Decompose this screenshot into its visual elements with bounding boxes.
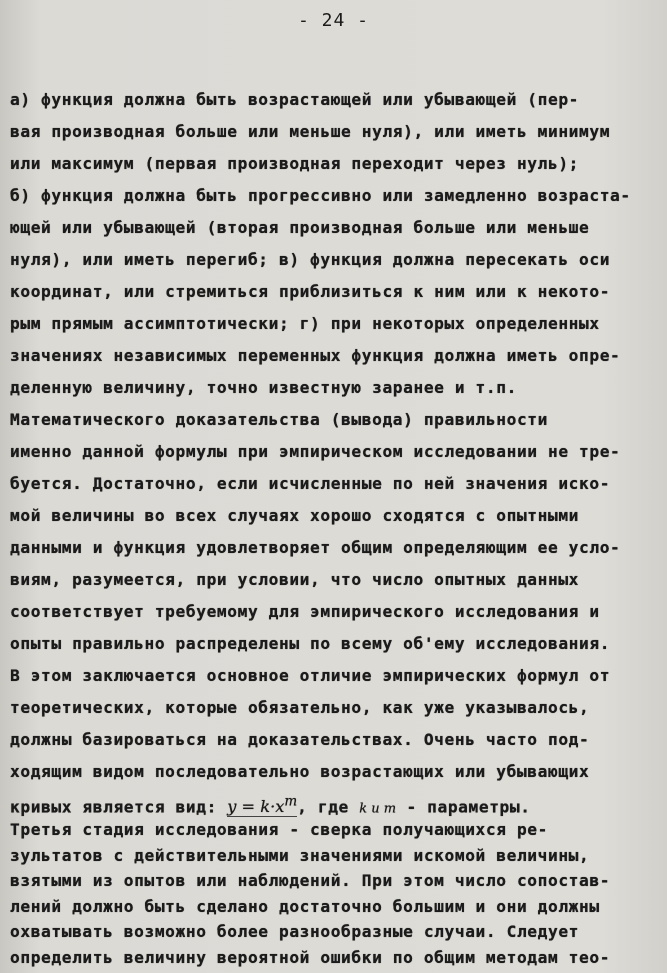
text-line-11: Математического доказательства (вывода) правильности <box>10 410 548 429</box>
text-line-25: зультатов с действительными значениями искомой величины, <box>10 845 590 865</box>
formula-exponent: m <box>284 794 298 810</box>
handwritten-params: k и m <box>359 801 397 817</box>
text-line-10: деленную величину, точно известную заранее и т.п. <box>10 378 517 397</box>
text-line-18: опыты правильно распределены по всему об'ему исследования. <box>10 634 611 653</box>
formula-line <box>10 794 531 816</box>
text-line-24: Третья стадия исследования - сверка получающихся ре- <box>10 820 548 839</box>
text-line-26: взятыми из опытов или наблюдений. При этом число сопостав- <box>10 871 611 890</box>
text-line-1: a) функция должна быть возрастающей или убывающей (пер- <box>10 90 580 109</box>
text-line-4: б) функция должна быть прогрессивно или замедленно возраста- <box>10 186 631 205</box>
text-line-3: или максимум (первая производная переходит через нуль); <box>10 154 580 173</box>
text-line-13: буется. Достаточно, если исчисленные по ней значения иско- <box>10 474 611 493</box>
text-line-29: определить величину вероятной ошибки по общим методам тео- <box>10 947 611 967</box>
text-line-8: рым прямым ассимптотически; г) при некоторых определенных <box>10 314 600 333</box>
text-line-14: мой величины во всех случаях хорошо сходятся с опытными <box>10 506 580 525</box>
text-line-2: вая производная больше или меньше нуля), или иметь минимум <box>10 122 611 141</box>
page-number: - 24 - <box>297 10 370 31</box>
text-line-7: координат, или стремиться приблизиться к ним или к некото- <box>10 282 611 301</box>
formula-line-middle: , где <box>297 797 360 817</box>
text-line-19: В этом заключается основное отличие эмпирических формул от <box>10 666 611 685</box>
text-line-15: данными и функция удовлетворяет общим определяющим ее усло- <box>10 538 621 557</box>
formula-line-after: - параметры. <box>396 797 531 817</box>
text-line-27: лений должно быть сделано достаточно большим и они должны <box>10 896 600 916</box>
text-line-6: нуля), или иметь перегиб; в) функция должна пересекать оси <box>10 250 611 269</box>
formula-line-before: кривых является вид: <box>10 797 228 817</box>
text-line-17: соответствует требуемому для эмпирического исследования и <box>10 602 600 621</box>
text-line-21: должны базироваться на доказательствах. Очень часто под- <box>10 730 590 749</box>
handwritten-formula: $y = k\cdot x^m$ <box>227 794 298 817</box>
text-line-12: именно данной формулы при эмпирическом исследовании не тре- <box>10 442 621 461</box>
text-line-16: виям, разумеется, при условии, что число опытных данных <box>10 570 580 589</box>
text-line-20: теоретических, которые обязательно, как уже указывалось, <box>10 698 590 717</box>
text-line-28: охватывать возможно более разнообразные случаи. Следует <box>10 922 580 941</box>
text-line-9: значениях независимых переменных функция должна иметь опре- <box>10 346 621 365</box>
text-line-5: ющей или убывающей (вторая производная больше или меньше <box>10 218 590 237</box>
text-line-22: ходящим видом последовательно возрастающих или убывающих <box>10 762 590 781</box>
